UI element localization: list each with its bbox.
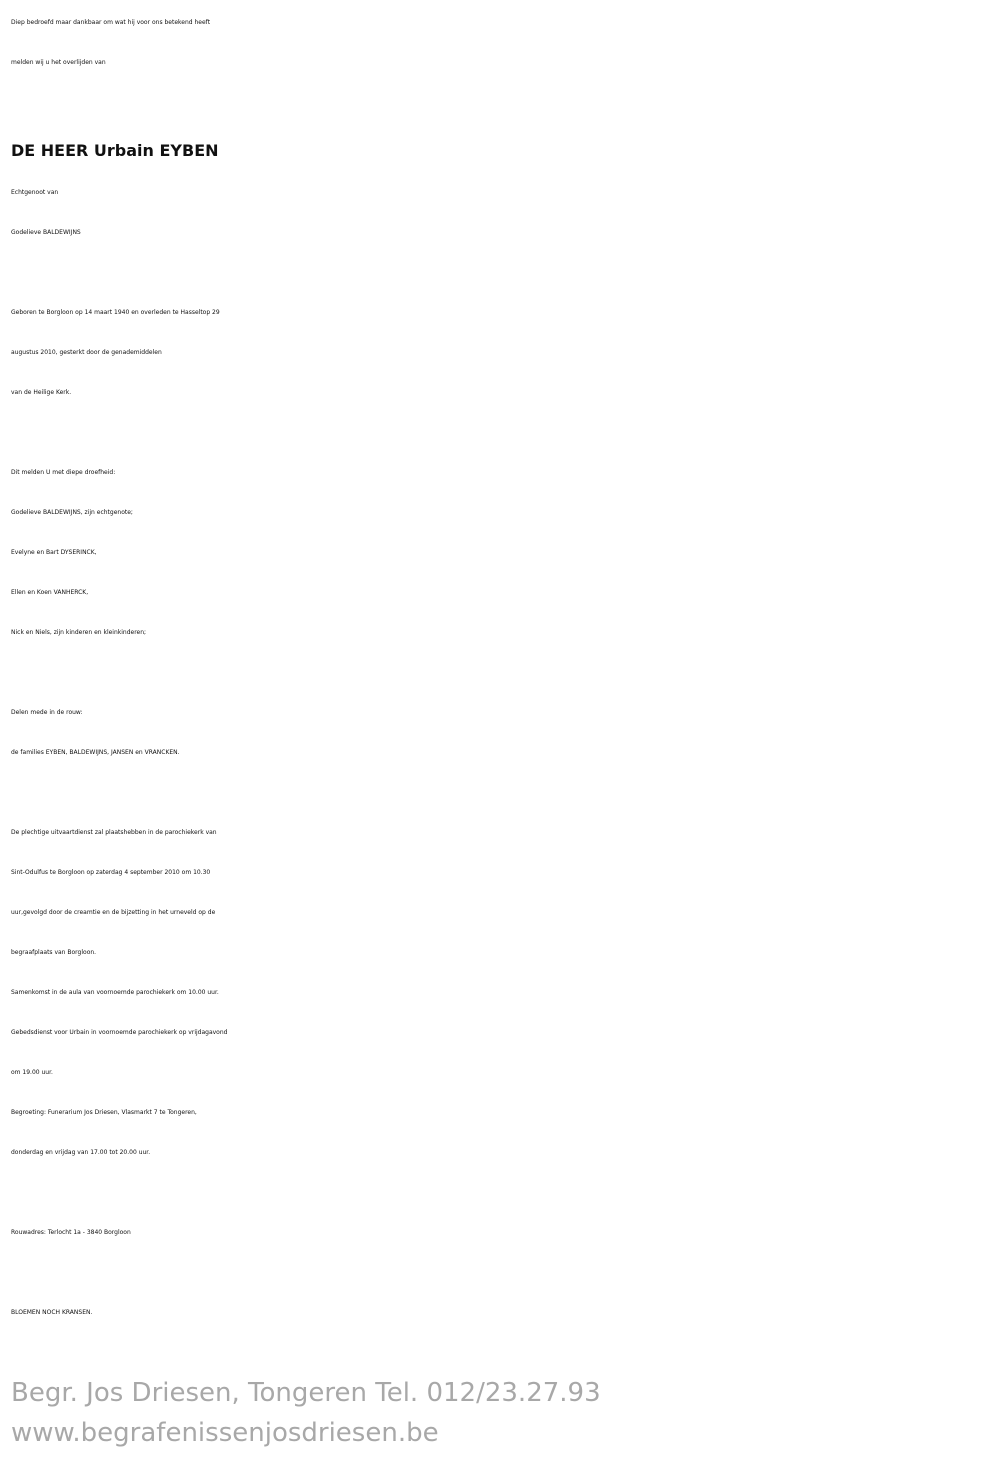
birth-death-line: augustus 2010, gesterkt door de genademiddelen (11, 349, 162, 356)
intro-line: melden wij u het overlijden van (11, 59, 106, 66)
service-line: De plechtige uitvaartdienst zal plaatshebben in de parochiekerk van (11, 829, 217, 836)
service-line: Sint-Odulfus te Borgloon op zaterdag 4 september 2010 om 10.30 (11, 869, 211, 876)
birth-death-line: Geboren te Borgloon op 14 maart 1940 en overleden te Hasseltop 29 (11, 309, 220, 316)
flowers-notice: BLOEMEN NOCH KRANSEN. (11, 1309, 93, 1316)
announcers-line: Ellen en Koen VANHERCK, (11, 589, 89, 596)
announcers-section (11, 453, 991, 653)
obituary-notice (11, 3, 991, 1333)
footer (11, 1373, 601, 1453)
deceased-name: DE HEER Urbain EYBEN (11, 141, 219, 160)
announcers-line: Dit melden U met diepe droefheid: (11, 469, 116, 476)
service-line: uur,gevolgd door de creamtie en de bijzetting in het urneveld op de (11, 909, 216, 916)
service-line: Samenkomst in de aula van voornoemde parochiekerk om 10.00 uur. (11, 989, 219, 996)
service-line: Begroeting: Funerarium Jos Driesen, Vlasmarkt 7 te Tongeren, (11, 1109, 197, 1116)
service-line: om 19.00 uur. (11, 1069, 53, 1076)
announcers-line: Nick en Niels, zijn kinderen en kleinkinderen; (11, 629, 147, 636)
announcers-line: Godelieve BALDEWIJNS, zijn echtgenote; (11, 509, 133, 516)
families-line: Delen mede in de rouw: (11, 709, 83, 716)
families-line: de families EYBEN, BALDEWIJNS, JANSEN en VRANCKEN. (11, 749, 180, 756)
birth-death-line: van de Heilige Kerk. (11, 389, 72, 396)
spouse-label: Echtgenoot van (11, 189, 59, 196)
announcers-line: Evelyne en Bart DYSERINCK, (11, 549, 97, 556)
service-line: donderdag en vrijdag van 17.00 tot 20.00 uur. (11, 1149, 151, 1156)
mourning-address: Rouwadres: Terlocht 1a - 3840 Borgloon (11, 1229, 131, 1236)
undertaker-website: www.begrafenissenjosdriesen.be (11, 1418, 439, 1448)
undertaker-contact: Begr. Jos Driesen, Tongeren Tel. 012/23.27.93 (11, 1378, 601, 1408)
service-section (11, 813, 991, 1173)
intro-section (11, 3, 991, 83)
service-line: Gebedsdienst voor Urbain in voornoemde parochiekerk op vrijdagavond (11, 1029, 228, 1036)
families-section (11, 693, 991, 773)
service-line: begraafplaats van Borgloon. (11, 949, 97, 956)
deceased-section (11, 129, 991, 253)
birth-death-section (11, 293, 991, 413)
spouse-name: Godelieve BALDEWIJNS (11, 229, 81, 236)
intro-line: Diep bedroefd maar dankbaar om wat hij voor ons betekend heeft (11, 19, 211, 26)
